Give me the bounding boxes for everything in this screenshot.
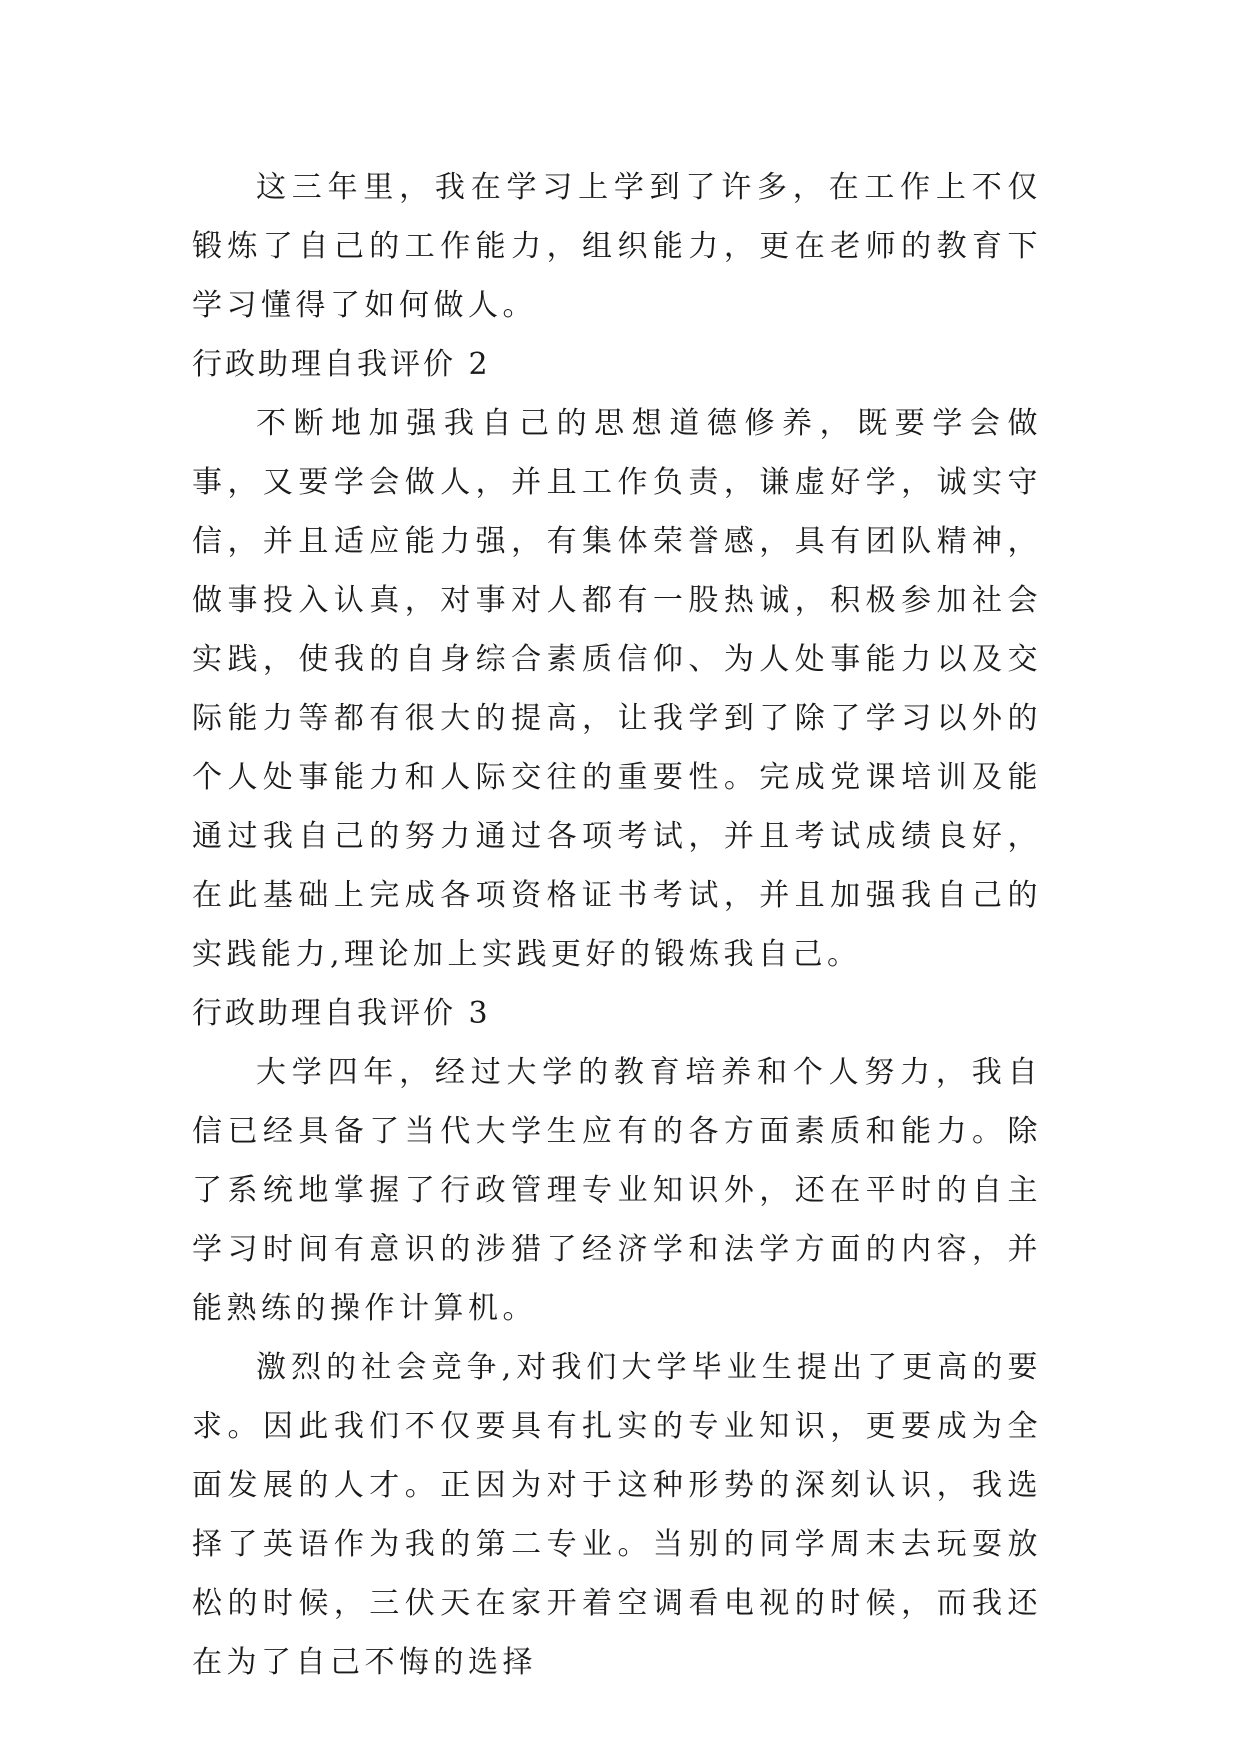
paragraph: 这三年里，我在学习上学到了许多，在工作上不仅锻炼了自己的工作能力，组织能力，更在老师的教育下学习懂得了如何做人。 <box>192 170 1042 323</box>
paragraph: 激烈的社会竞争,对我们大学毕业生提出了更高的要求。因此我们不仅要具有扎实的专业知识，更要成为全面发展的人才。正因为对于这种形势的深刻认识，我选择了英语作为我的第二专业。当别的同学周末去玩耍放松的时候，三伏天在家开着空调看电视的时候，而我还在为了自己不悔的选择 <box>192 1350 1042 1680</box>
document-page <box>192 158 1042 1692</box>
section-heading: 行政助理自我评价 3 <box>192 996 491 1031</box>
paragraph: 大学四年，经过大学的教育培养和个人努力，我自信已经具备了当代大学生应有的各方面素质和能力。除了系统地掌握了行政管理专业知识外，还在平时的自主学习时间有意识的涉猎了经济学和法学方面的内容，并能熟练的操作计算机。 <box>192 1055 1042 1326</box>
paragraph: 不断地加强我自己的思想道德修养，既要学会做事，又要学会做人，并且工作负责，谦虚好学，诚实守信，并且适应能力强，有集体荣誉感，具有团队精神，做事投入认真，对事对人都有一股热诚，积极参加社会实践，使我的自身综合素质信仰、为人处事能力以及交际能力等都有很大的提高，让我学到了除了学习以外的个人处事能力和人际交往的重要性。完成党课培训及能通过我自己的努力通过各项考试，并且考试成绩良好，在此基础上完成各项资格证书考试，并且加强我自己的实践能力,理论加上实践更好的锻炼我自己。 <box>192 406 1042 972</box>
section-heading: 行政助理自我评价 2 <box>192 347 491 382</box>
